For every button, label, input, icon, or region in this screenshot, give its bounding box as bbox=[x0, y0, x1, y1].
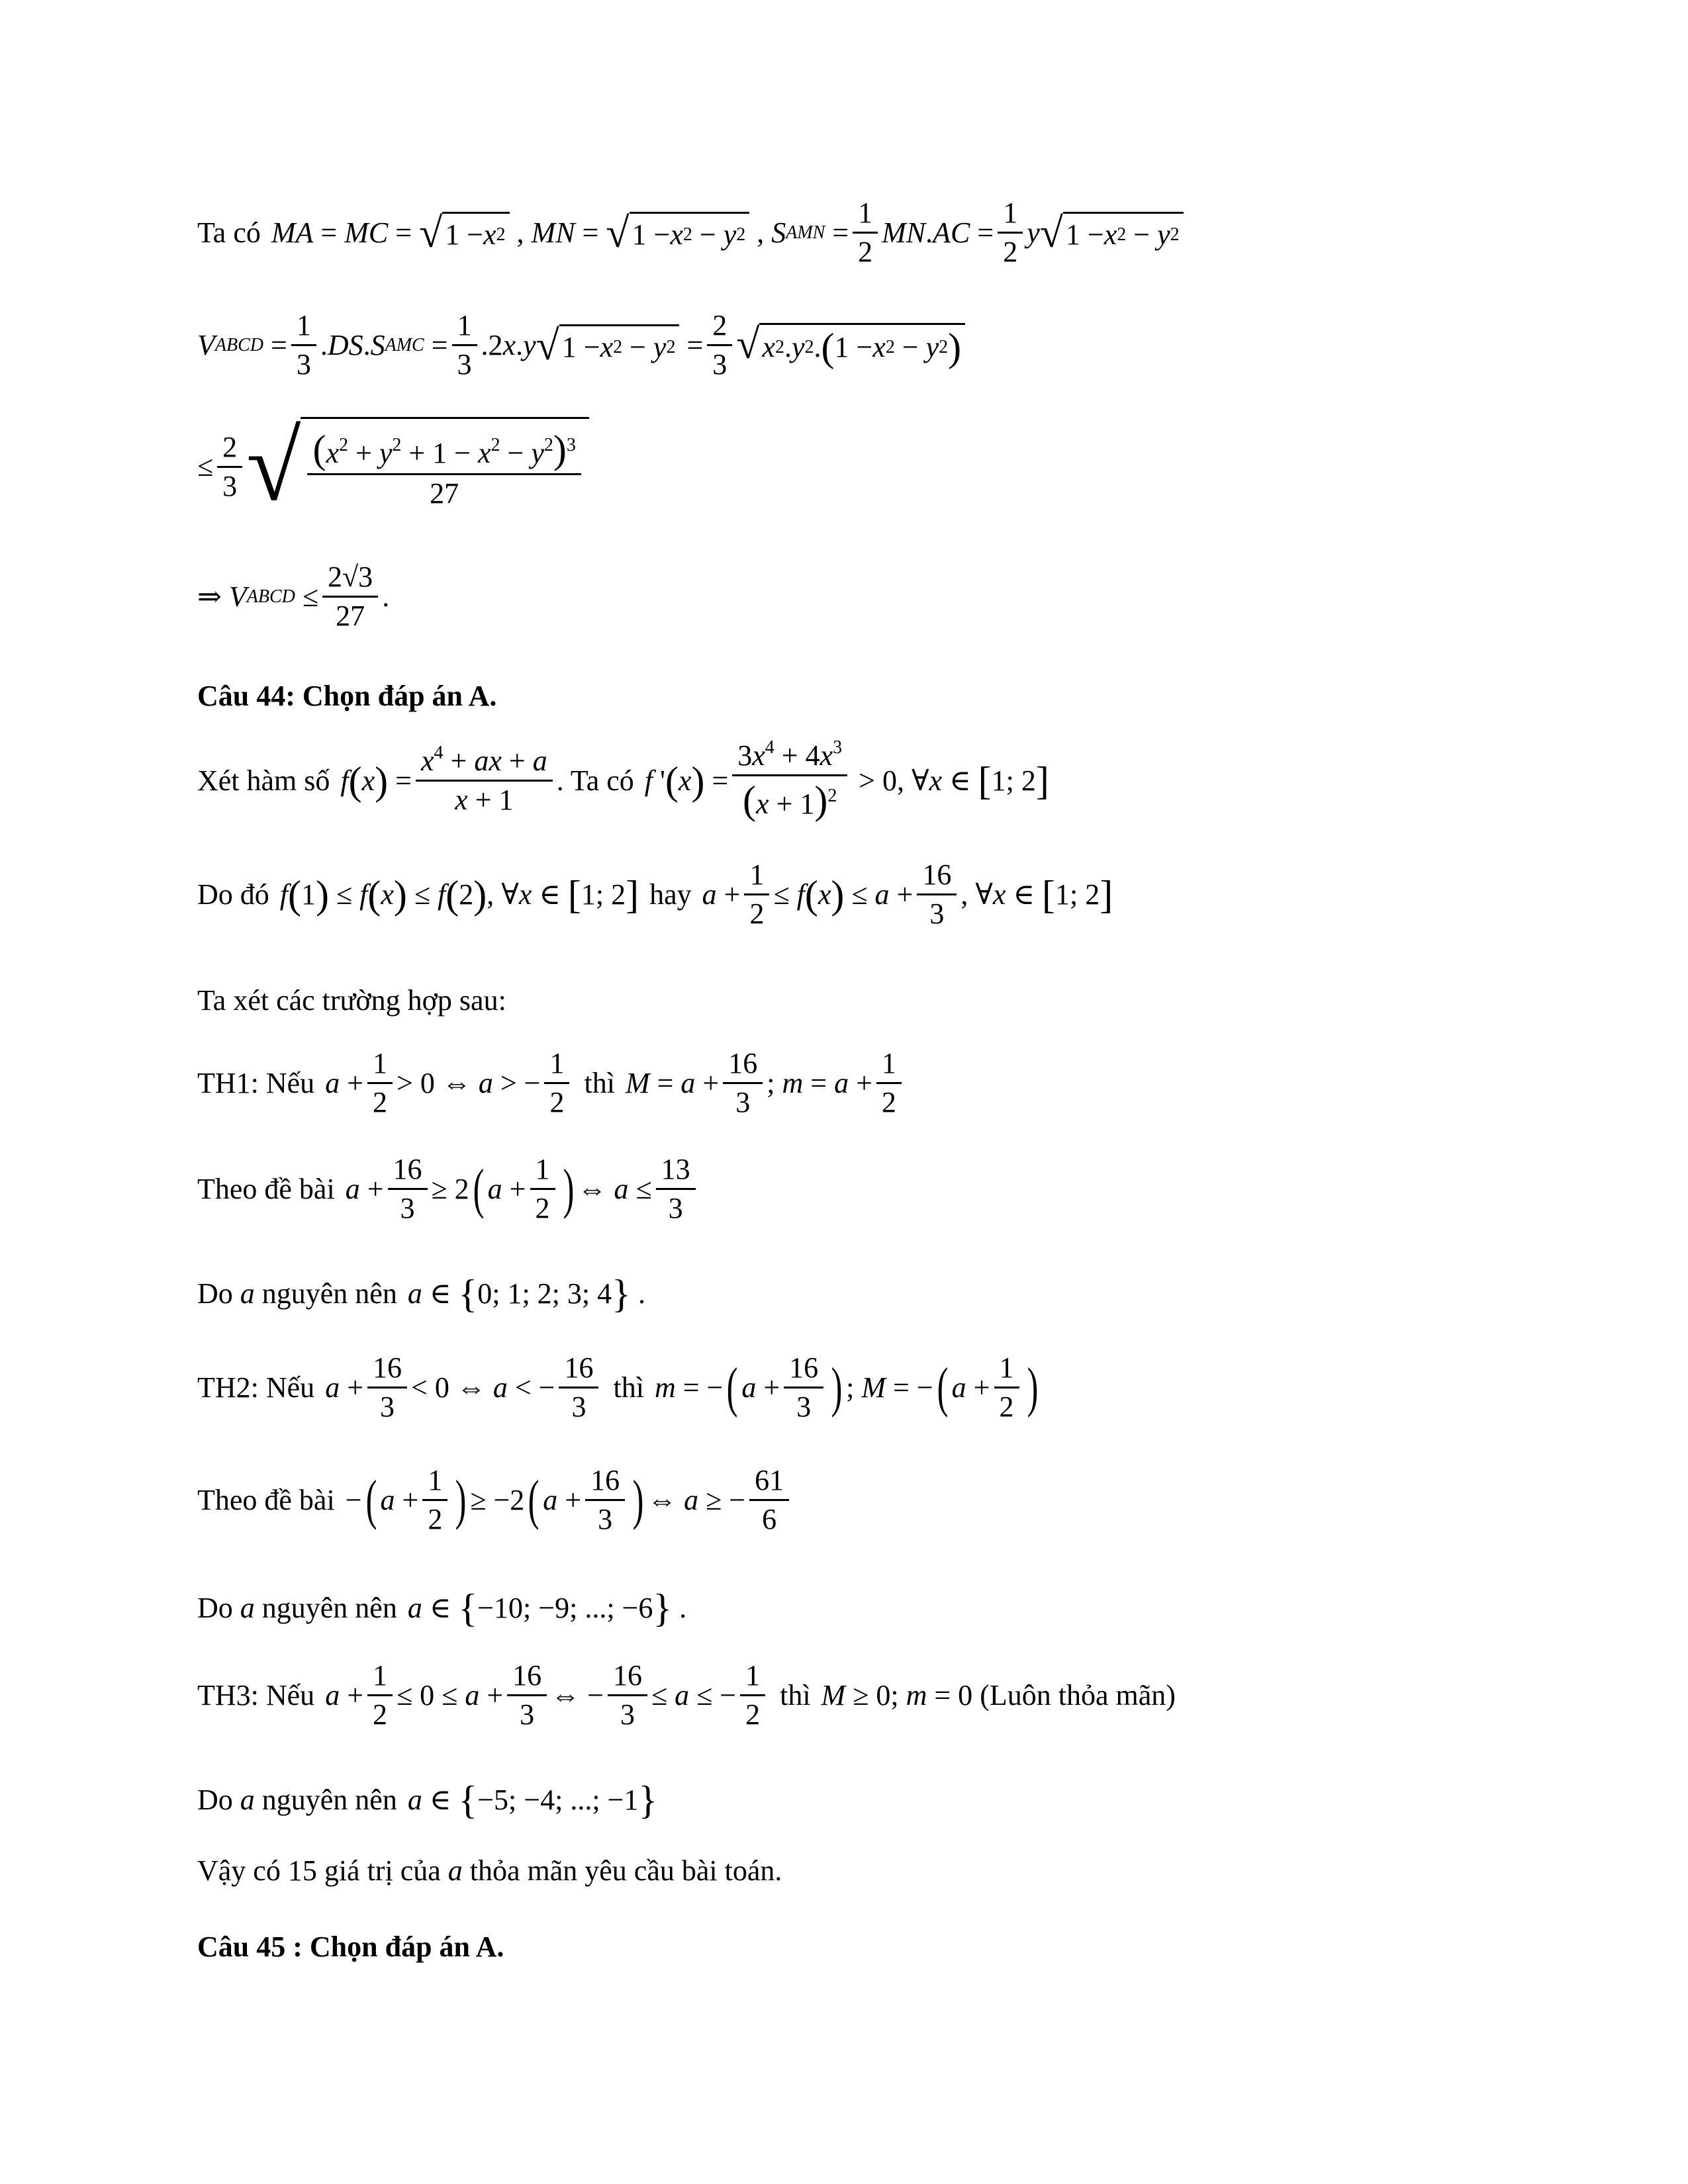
heading-cau-45: Câu 45 : Chọn đáp án A. bbox=[197, 1931, 504, 1963]
line-3: ≤ $\frac{2}{3}$ √ $\frac{(x^2 + y^2 + 1 - x^2 - y^2)^3}{27}$ bbox=[197, 417, 589, 516]
line-17: Vậy có 15 giá trị của a thỏa mãn yêu cầu bài toán. bbox=[197, 1854, 782, 1887]
line-11: Do a nguyên nên a ∈ { 0; 1; 2; 3; 4 } . bbox=[197, 1272, 645, 1316]
line-1: Ta có MA = MC = √ 1 − x 2 , MN = √ 1 − x 2 − y 2 , S AMN = $\frac{1}{2}$ MN . AC = $\frac{1}{2}$ y √ 1 − x 2 − y 2 bbox=[197, 199, 1184, 267]
line-13: Theo đề bài − ( a + $\frac{1}{2}$ ) ≥ −2 ( a + $\frac{16}{3}$ ) ⇔ a ≥ − $\frac{61}{6}$ bbox=[197, 1466, 793, 1534]
line-14: Do a nguyên nên a ∈ { −10; −9; ...; −6 } . bbox=[197, 1586, 687, 1630]
line-16: Do a nguyên nên a ∈ { −5; −4; ...; −1 } bbox=[197, 1778, 658, 1822]
line-7: Do đó f ( 1 ) ≤ f ( x ) ≤ f ( 2 ) , ∀ x ∈ [ 1; 2 ] hay a + $\frac{1}{2}$ ≤ f ( x ) ≤ a + $\frac{16}{3}$ , ∀ x ∈ [ 1; 2 ] bbox=[197, 858, 1113, 930]
line-12: TH2: Nếu a + $\frac{16}{3}$ < 0 ⇔ a < − $\frac{16}{3}$ thì m = − ( a + $\frac{16}{3}$ ) ; M = − ( a + $\frac{1}{2}$ ) bbox=[197, 1351, 1038, 1423]
line-10: Theo đề bài a + $\frac{16}{3}$ ≥ 2 ( a + $\frac{1}{2}$ ) ⇔ a ≤ $\frac{13}{3}$ bbox=[197, 1155, 700, 1223]
line-4: ⇒ V ABCD ≤ $\frac{2√3}{27}$ . bbox=[197, 561, 390, 632]
line-9: TH1: Nếu a + $\frac{1}{2}$ > 0 ⇔ a > − $\frac{1}{2}$ thì M = a + $\frac{16}{3}$ ; m = a + $\frac{1}{2}$ bbox=[197, 1049, 906, 1117]
line-15: TH3: Nếu a + $\frac{1}{2}$ ≤ 0 ≤ a + $\frac{16}{3}$ ⇔ − $\frac{16}{3}$ ≤ a ≤ − $\frac{1}{2}$ thì M ≥ 0; m = 0 (Luôn thỏa mãn) bbox=[197, 1659, 1176, 1731]
heading-cau-44: Câu 44: Chọn đáp án A. bbox=[197, 680, 497, 712]
line-6: Xét hàm số f ( x ) = $\frac{x^4 + ax + a}{x + 1}$ . Ta có f ' ( x ) = $\frac{3x^4 + 4x^3}{(x + 1)^2}$ > 0, ∀ x ∈ [ 1; 2 ] bbox=[197, 737, 1049, 822]
line-2: V ABCD = $\frac{1}{3}$ . DS . S AMC = $\frac{1}{3}$ .2 x . y √ 1 − x 2 − y 2 = $\frac{2}{3}$ √ x 2 . y 2 . ( 1 − x 2 − y 2 ) bbox=[197, 311, 965, 379]
line-8: Ta xét các trường hợp sau: bbox=[197, 984, 506, 1017]
